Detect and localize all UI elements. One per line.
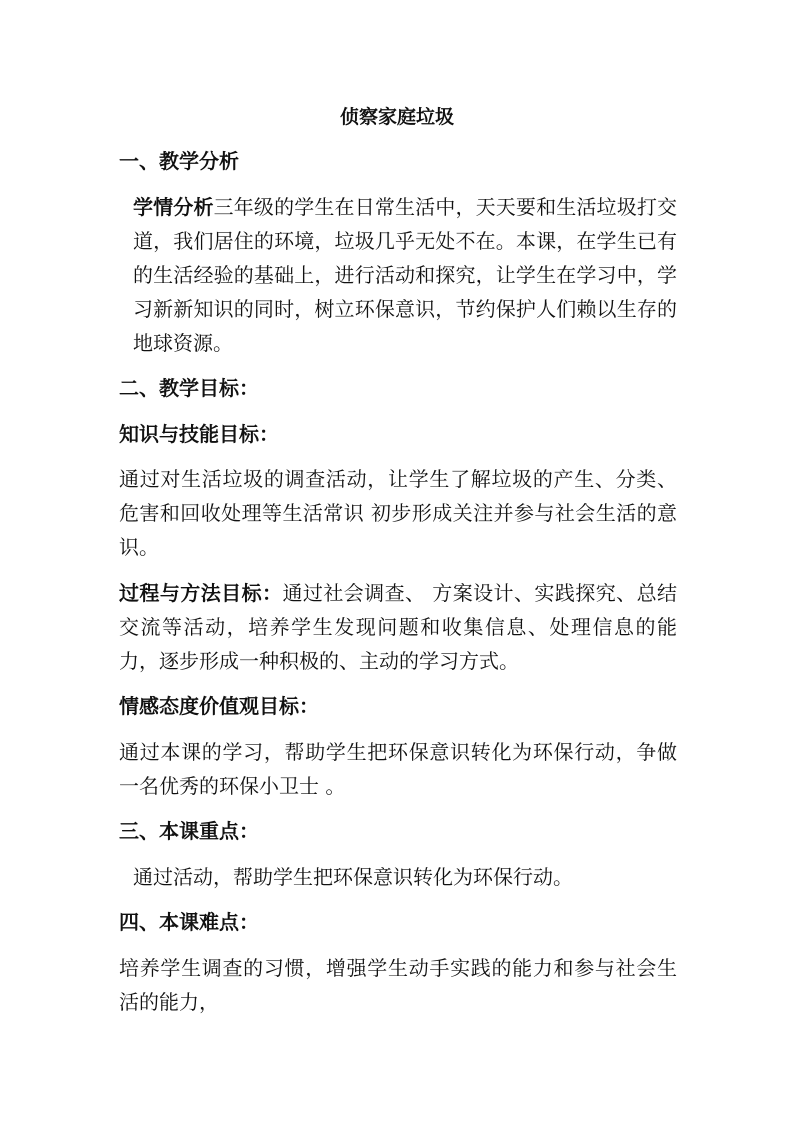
goal-emotion-text: 通过本课的学习，帮助学生把环保意识转化为环保行动，争做一名优秀的环保小卫士 。 [119,739,677,798]
document-title: 侦察家庭垃圾 [339,106,454,128]
section-heading-goals: 二、教学目标： [119,376,259,400]
goal-process-paragraph [119,576,677,678]
goal-process-text: 通过社会调查、 方案设计、实践探究、总结交流等活动，培养学生发现问题和收集信息、处理信息的能力，逐步形成一种积极的、主动的学习方式。 [119,580,678,673]
learner-analysis-label: 学情分析 [133,194,214,219]
goal-knowledge-heading: 知识与技能目标： [119,421,279,446]
section-heading-analysis: 一、教学分析 [119,149,239,173]
difficulties-text: 培养学生调查的习惯，增强学生动手实践的能力和参与社会生活的能力， [119,955,677,1014]
learner-analysis-text: 三年级的学生在日常生活中，天天要和生活垃圾打交道，我们居住的环境，垃圾几乎无处不在。本课，在学生已有的生活经验的基础上，进行活动和探究，让学生在学习中，学习新新知识的同时，树立环保意识，节约保护人们赖以生存的地球资源。 [133,194,678,355]
key-points-text: 通过活动，帮助学生把环保意识转化为环保行动。 [133,864,573,889]
learner-analysis-paragraph [119,190,677,360]
document-body [119,144,677,1030]
goal-emotion-heading: 情感态度价值观目标： [119,694,319,718]
section-heading-key-points: 三、本课重点： [119,819,259,843]
goal-knowledge-text: 通过对生活垃圾的调查活动，让学生了解垃圾的产生、分类、危害和回收处理等生活常识 初步形成关注并参与社会生活的意识。 [119,467,677,559]
goal-process-label: 过程与方法目标： [119,580,283,605]
section-heading-difficulties: 四、本课难点： [119,910,259,934]
